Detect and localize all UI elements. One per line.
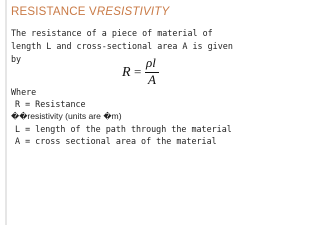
resistivity-unit-symbol: � — [103, 112, 112, 121]
body-line-3: by — [11, 54, 22, 64]
body-line-1: The resistance of a piece of material of — [11, 28, 213, 38]
resistivity-unit-end: m) — [111, 111, 122, 121]
title-main: RESISTANCE V — [11, 6, 97, 18]
resistivity-symbol: �� — [11, 112, 28, 121]
slide-side-border — [5, 0, 7, 225]
formula-denominator: A — [148, 72, 156, 87]
resistivity-text: resistivity (units are — [27, 111, 104, 121]
definition-resistivity — [11, 110, 122, 123]
where-label: Where — [11, 87, 37, 97]
title-rest: RESISTIVITY — [96, 6, 170, 18]
definition-a: A = cross sectional area of the material — [15, 136, 217, 146]
formula-lhs: R — [122, 65, 131, 80]
resistance-formula — [122, 55, 182, 88]
formula-numerator: ρl — [146, 55, 156, 70]
slide-title — [11, 6, 169, 18]
definition-r: R = Resistance — [15, 99, 86, 109]
body-line-2: length L and cross-sectional area A is given — [11, 41, 233, 51]
formula-equals: = — [134, 64, 142, 79]
definition-l: L = length of the path through the material — [15, 124, 232, 134]
